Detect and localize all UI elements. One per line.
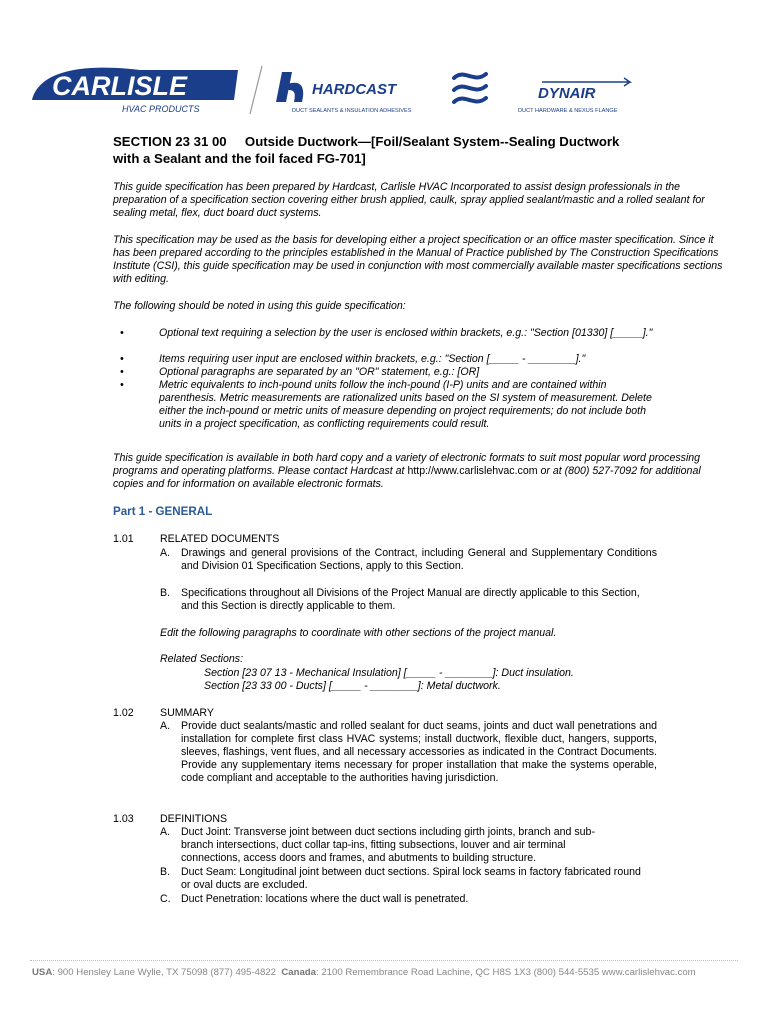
bullet-text: Items requiring user input are enclosed within brackets, e.g.: "Section [_____ - ________]." — [159, 353, 586, 365]
bullet-icon: • — [120, 366, 124, 378]
paragraph-1-03-a: Duct Joint: Transverse joint between duct sections including girth joints, branch and sub-branch intersections, duct collar tap-ins, fitting subsections, louver and air terminal connections, access doors and frames, and abutments to building structure. — [181, 826, 595, 864]
carlisle-wordmark: CARLISLE — [52, 71, 187, 101]
dynair-logo — [518, 78, 630, 114]
edit-note: Edit the following paragraphs to coordinate with other sections of the project manual. — [160, 627, 557, 639]
footer-divider — [30, 960, 738, 961]
hardcast-wordmark: HARDCAST — [312, 81, 397, 98]
related-section-2: Section [23 33 00 - Ducts] [_____ - ________]: Metal ductwork. — [204, 680, 501, 692]
list-item — [120, 366, 665, 379]
bullet-icon: • — [120, 379, 124, 391]
section-title — [113, 133, 733, 167]
availability-link[interactable]: http://www.carlislehvac.com — [407, 465, 538, 477]
bullet-icon: • — [120, 327, 124, 339]
footer-canada-label: Canada — [281, 967, 316, 978]
article-number-1-01: 1.01 — [113, 533, 134, 545]
bullet-text: Optional paragraphs are separated by an "OR" statement, e.g.: [OR] — [159, 366, 480, 378]
availability-paragraph — [113, 452, 733, 491]
article-number-1-02: 1.02 — [113, 707, 134, 719]
page-footer — [32, 966, 696, 979]
paragraph-label: A. — [160, 547, 171, 559]
paragraph-label: C. — [160, 893, 171, 905]
dynair-wordmark: DYNAIR — [538, 85, 596, 102]
guide-bullet-list — [120, 327, 665, 431]
article-title-summary: SUMMARY — [160, 707, 214, 719]
intro-paragraph-1: This guide specification has been prepared by Hardcast, Carlisle HVAC Incorporated to assist design professionals in the preparation of a specification section covering either brush applied, caulk, spray applied sealant/mastic and a rolled sealant for sealing metal, flex, duct board duct systems. — [113, 181, 705, 219]
related-section-1: Section [23 07 13 - Mechanical Insulation] [_____ - ________]: Duct insulation. — [204, 667, 574, 679]
list-item — [120, 327, 665, 353]
wave-logo — [454, 74, 486, 102]
paragraph-1-01-a: Drawings and general provisions of the Contract, including General and Supplementary Conditions and Division 01 Specification Sections, apply to this Section. — [181, 547, 657, 572]
paragraph-1-03-c: Duct Penetration: locations where the duct wall is penetrated. — [181, 893, 469, 905]
intro-paragraph-3: The following should be noted in using this guide specification: — [113, 300, 406, 312]
list-item — [120, 353, 665, 366]
footer-canada-address: : 2100 Remembrance Road Lachine, QC H8S 1X3 (800) 544-5535 www.carlislehvac.com — [316, 967, 696, 978]
footer-usa-address: : 900 Hensley Lane Wylie, TX 75098 (877) 495-4822 — [52, 967, 276, 978]
section-title-line1: SECTION 23 31 00 Outside Ductwork—[Foil/Sealant System--Sealing Ductwork — [113, 134, 620, 149]
hardcast-subtitle: DUCT SEALANTS & INSULATION ADHESIVES — [292, 108, 412, 114]
paragraph-1-01-b: Specifications throughout all Divisions of the Project Manual are directly applicable to this Section, and this Section is directly applicable to them. — [181, 587, 640, 612]
article-title-definitions: DEFINITIONS — [160, 813, 228, 825]
paragraph-label: A. — [160, 826, 171, 838]
paragraph-1-03-b: Duct Seam: Longitudinal joint between duct sections. Spiral lock seams in factory fabricated round or oval ducts are excluded. — [181, 866, 641, 891]
footer-usa-label: USA — [32, 967, 53, 978]
hardcast-mark-curve — [288, 83, 303, 102]
part-1-heading: Part 1 - GENERAL — [113, 505, 213, 518]
logo-divider — [250, 66, 262, 114]
bullet-text: Optional text requiring a selection by the user is enclosed within brackets, e.g.: "Section [01330] [_____]." — [159, 327, 653, 339]
paragraph-label: B. — [160, 866, 171, 878]
carlisle-subtitle: HVAC PRODUCTS — [122, 104, 200, 114]
logo-graphics — [30, 62, 650, 122]
paragraph-label: A. — [160, 720, 171, 732]
availability-text: This guide specification is available in both hard copy and a variety of electronic formats to suit most popular word processing programs and operating platforms. Please contact Hardcast at — [113, 452, 701, 477]
article-number-1-03: 1.03 — [113, 813, 134, 825]
related-sections-label: Related Sections: — [160, 653, 244, 665]
availability-tail: or at (800) 527-7092 for additional copies and for information on available electronic formats. — [113, 465, 701, 490]
carlisle-logo — [32, 66, 262, 114]
article-title-related-documents: RELATED DOCUMENTS — [160, 533, 280, 545]
bullet-text: Metric equivalents to inch-pound units follow the inch-pound (I-P) units and are contained within parenthesis. Metric measurements are rationalized units based on the SI system of measurement. Delete either the inch-pound or metric units of measure depending on project requirements; do not include both units in a project specification, as conflicting requirements could result. — [159, 379, 652, 430]
bullet-icon: • — [120, 353, 124, 365]
intro-paragraph-2: This specification may be used as the basis for developing either a project specification or an office master specification. Since it has been prepared according to the principles established in the Manual of Practice published by The Construction Specifications Institute (CSI), this guide specification may be used in conjunction with most commercially available master specifications sections with editing. — [113, 234, 723, 285]
paragraph-1-02-a: Provide duct sealants/mastic and rolled sealant for duct seams, joints and duct wall penetrations and installation for complete first class HVAC systems; install ductwork, flexible duct, hangers, supports, sleeves, flashings, vent flues, and all necessary accessories as indicated in the Contract Documents. Provide any supplementary items necessary for proper installation that make the systems operable, code compliant and acceptable to the authorities having jurisdiction. — [181, 720, 657, 784]
dynair-subtitle: DUCT HARDWARE & NEXUS FLANGE — [518, 108, 618, 114]
section-title-line2: with a Sealant and the foil faced FG-701] — [113, 151, 366, 166]
hardcast-logo — [276, 72, 412, 114]
list-item — [120, 379, 665, 431]
logo-bar — [30, 62, 650, 122]
paragraph-label: B. — [160, 587, 171, 599]
